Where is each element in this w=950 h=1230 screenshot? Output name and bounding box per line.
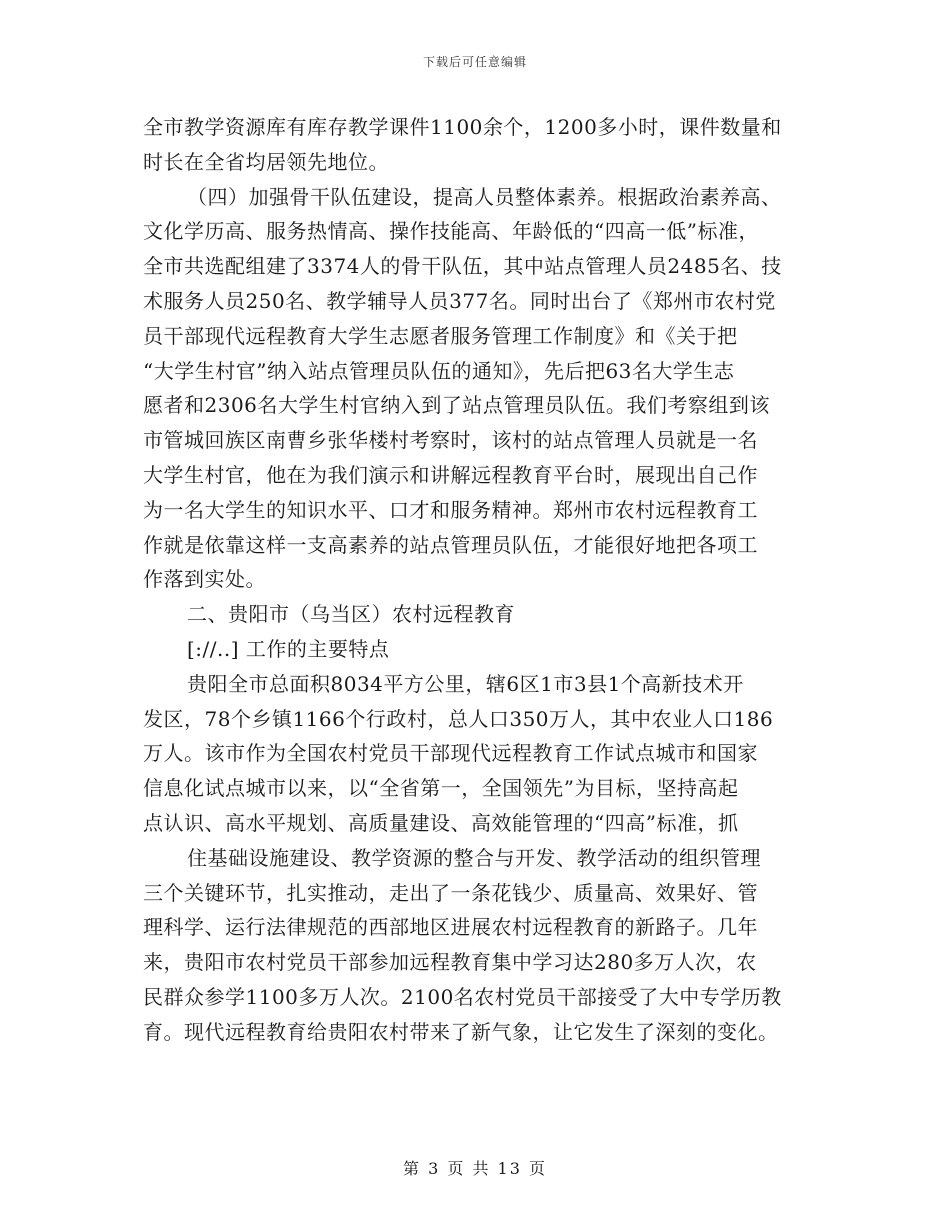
header-note: 下载后可任意编辑	[422, 55, 527, 69]
text-line: 民群众参学1100多万人次。2100名农村党员干部接受了大中专学历教	[143, 984, 782, 1009]
text-line: 术服务人员250名、教学辅导人员377名。同时出台了《郑州市农村党	[143, 288, 776, 313]
text-line: （四）加强骨干队伍建设，提高人员整体素养。根据政治素养高、	[187, 184, 782, 209]
text-line: [://..] 工作的主要特点	[187, 636, 390, 661]
document-body	[143, 110, 813, 1050]
text-line: 愿者和2306名大学生村官纳入到了站点管理员队伍。我们考察组到该	[143, 393, 770, 418]
text-line: 万人。该市作为全国农村党员干部现代远程教育工作试点城市和国家	[143, 741, 758, 766]
text-line: 全市共选配组建了3374人的骨干队伍，其中站点管理人员2485名、技	[143, 254, 782, 279]
text-line: 理科学、运行法律规范的西部地区进展农村远程教育的新路子。几年	[143, 915, 758, 940]
text-line: 时长在全省均居领先地位。	[143, 149, 389, 174]
text-line: 信息化试点城市以来，以“全省第一，全国领先”为目标，坚持高起	[143, 776, 739, 801]
text-line: 二、贵阳市（乌当区）农村远程教育	[187, 602, 515, 627]
text-line: 为一名大学生的知识水平、口才和服务精神。郑州市农村远程教育工	[143, 497, 758, 522]
text-line: 全市教学资源库有库存教学课件1100余个，1200多小时，课件数量和	[143, 115, 782, 139]
text-line: 发区，78个乡镇1166个行政村，总人口350万人，其中农业人口186	[143, 706, 774, 731]
text-line: 作就是依靠这样一支高素养的站点管理员队伍，才能很好地把各项工	[143, 532, 758, 557]
text-line: 员干部现代远程教育大学生志愿者服务管理工作制度》和《关于把	[143, 323, 738, 348]
text-line: 市管城回族区南曹乡张华楼村考察时，该村的站点管理人员就是一名	[143, 428, 758, 453]
text-line: 作落到实处。	[143, 567, 266, 592]
text-line: 文化学历高、服务热情高、操作技能高、年龄低的“四高一低”标准，	[143, 219, 759, 244]
page-number-footer: 第 3 页 共 13 页	[403, 1159, 547, 1178]
text-line: 住基础设施建设、教学资源的整合与开发、教学活动的组织管理	[187, 845, 761, 870]
text-line: “大学生村官”纳入站点管理员队伍的通知》，先后把63名大学生志	[143, 358, 735, 383]
text-line: 三个关键环节，扎实推动，走出了一条花钱少、质量高、效果好、管	[143, 880, 758, 905]
text-line: 育。现代远程教育给贵阳农村带来了新气象，让它发生了深刻的变化。	[143, 1019, 779, 1044]
text-line: 大学生村官，他在为我们演示和讲解远程教育平台时，展现出自己作	[143, 462, 758, 487]
text-line: 贵阳全市总面积8034平方公里，辖6区1市3县1个高新技术开	[187, 671, 744, 696]
text-line: 来，贵阳市农村党员干部参加远程教育集中学习达280多万人次，农	[143, 950, 757, 975]
text-line: 点认识、高水平规划、高质量建设、高效能管理的“四高”标准，抓	[143, 810, 739, 835]
